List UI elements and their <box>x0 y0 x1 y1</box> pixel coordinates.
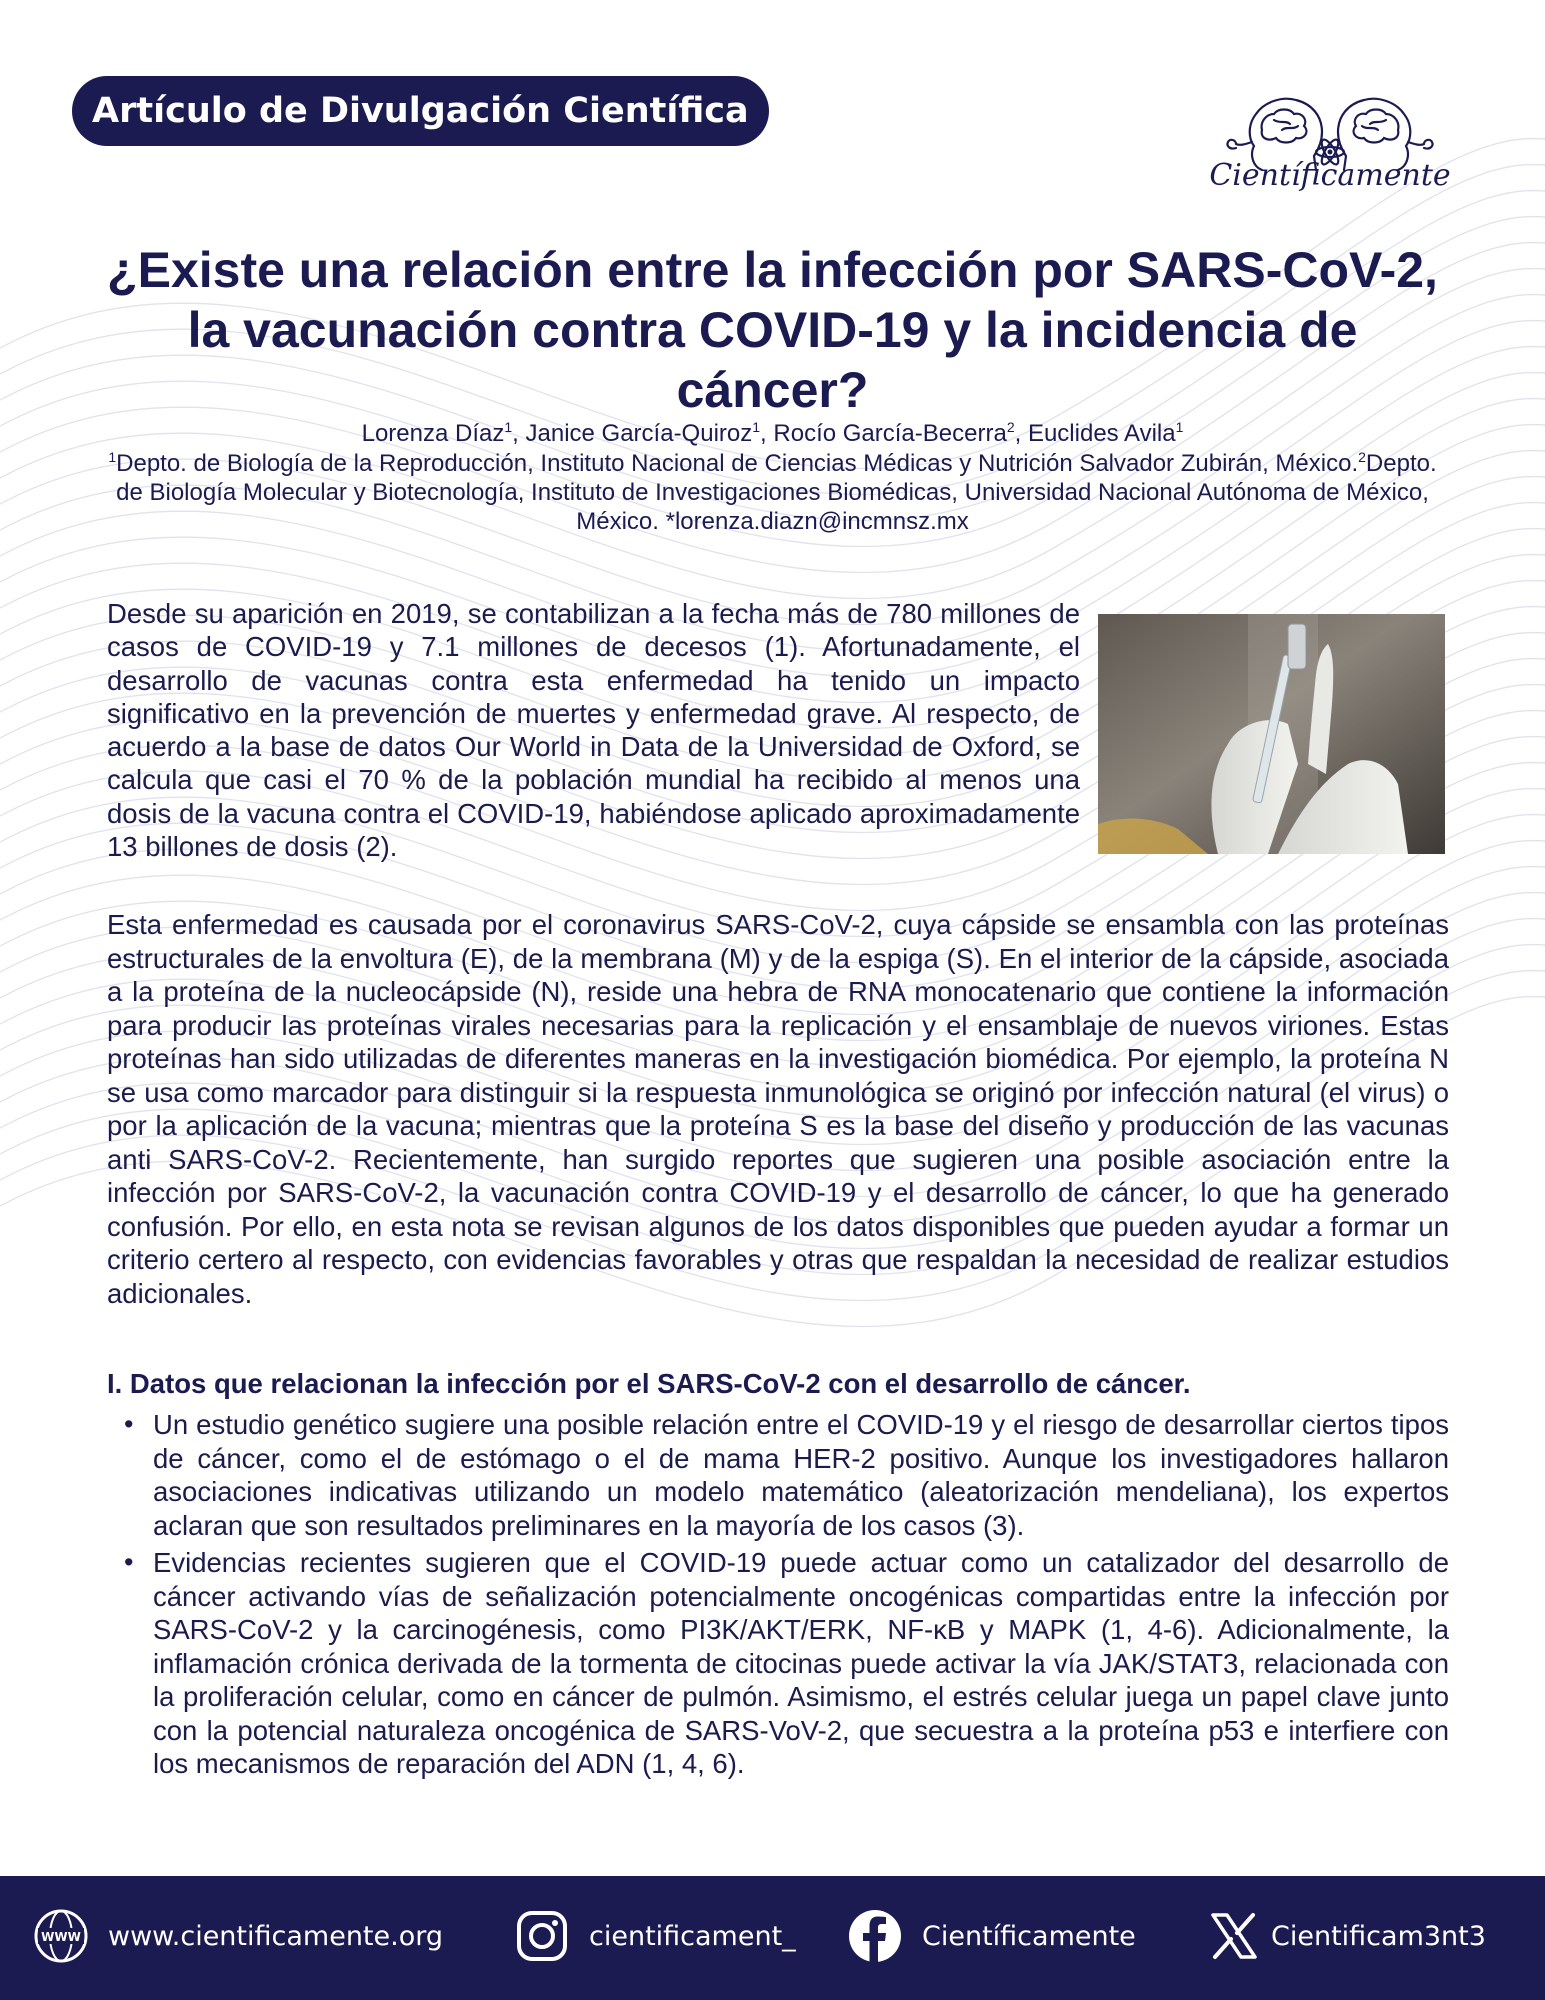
author: Lorenza Díaz <box>361 420 505 447</box>
author-separator: , <box>512 420 519 447</box>
affiliations <box>100 443 1445 536</box>
globe-www-icon <box>32 1907 90 1965</box>
section-heading: I. Datos que relacionan la infección por el SARS-CoV-2 con el desarrollo de cáncer. <box>107 1368 1191 1399</box>
facebook-page[interactable]: Científicamente <box>922 1920 1136 1952</box>
article-type-badge: Artículo de Divulgación Científica <box>72 76 769 146</box>
footer-bar <box>0 1876 1545 2000</box>
instagram-icon <box>513 1907 571 1965</box>
author-affiliation-mark: 1 <box>752 419 761 435</box>
section-bullet-list <box>107 1408 1449 1785</box>
website-link[interactable]: www.cientificamente.org <box>108 1920 443 1952</box>
author-affiliation-mark: 2 <box>1006 419 1015 435</box>
affiliation-mark: 2 <box>1358 449 1366 465</box>
list-item-text: Un estudio genético sugiere una posible relación entre el COVID-19 y el riesgo de desarrollar ciertos tipos de cáncer, como el de estómago o el de mama HER-2 positivo. Aunque los investigadores hallaron asociaciones indicativas utilizando un modelo matemático (aleatorización mendeliana), los expertos aclaran que son resultados preliminares en la mayoría de los casos (3). <box>153 1409 1449 1541</box>
context-paragraph: Esta enfermedad es causada por el coronavirus SARS-CoV-2, cuya cápside se ensambla con las proteínas estructurales de la envoltura (E), de la membrana (M) y de la espiga (S). En el interior de la cápside, asociada a la proteína de la nucleocápside (N), reside una hebra de RNA monocatenario que contiene la información para producir las proteínas virales necesarias para la replicación y el ensamblaje de nuevos viriones. Estas proteínas han sido utilizadas de diferentes maneras en la investigación biomédica. Por ejemplo, la proteína N se usa como marcador para distinguir si la respuesta inmunológica se originó por infección natural (el virus) o por la aplicación de la vacuna; mientras que la proteína S es la base del diseño y producción de las vacunas anti SARS-CoV-2. Recientemente, han surgido reportes que sugieren una posible asociación entre la infección por SARS-CoV-2, la vacunación contra COVID-19 y el desarrollo de cáncer, lo que ha generado confusión. Por ello, en esta nota se revisan algunos de los datos disponibles que pueden ayudar a formar un criterio certero al respecto, con evidencias favorables y otras que respaldan la necesidad de realizar estudios adicionales. <box>107 909 1449 1309</box>
affiliation-mark: 1 <box>108 449 117 465</box>
vaccine-syringe-photo <box>1098 614 1445 854</box>
author-affiliation-mark: 1 <box>1175 419 1184 435</box>
instagram-handle[interactable]: cientificament_ <box>589 1920 796 1952</box>
author: Janice García-Quiroz <box>518 420 753 447</box>
footer-instagram[interactable] <box>513 1906 796 1966</box>
affiliation-1: Depto. de Biología de la Reproducción, Instituto Nacional de Ciencias Médicas y Nutrición Salvador Zubirán, México. <box>116 450 1359 477</box>
author-affiliation-mark: 1 <box>504 419 513 435</box>
x-handle[interactable]: Cientificam3nt3 <box>1271 1920 1486 1952</box>
article-title: ¿Existe una relación entre la infección por SARS-CoV-2, la vacunación contra COVID-19 y la incidencia de cáncer? <box>107 242 1438 418</box>
affiliation-2: Depto. de Biología Molecular y Biotecnología, Instituto de Investigaciones Biomédicas, Universidad Nacional Autónoma de México, México. *lorenza.diazn@incmnsz.mx <box>116 450 1437 535</box>
list-item-text: Evidencias recientes sugieren que el COVID-19 puede actuar como un catalizador del desarrollo de cáncer activando vías de señalización potencialmente oncogénicas compartidas entre la infección por SARS-CoV-2 y la carcinogénesis, como PI3K/AKT/ERK, NF-κB y MAPK (1, 4-6). Adicionalmente, la inflamación crónica derivada de la tormenta de citocinas puede activar la vía JAK/STAT3, relacionada con la proliferación celular, como en cáncer de pulmón. Asimismo, el estrés celular juega un papel clave junto con la potencial naturaleza oncogénica de SARS-VoV-2, que secuestra a la proteína p53 e interfiere con los mecanismos de reparación del ADN (1, 4, 6). <box>153 1547 1449 1779</box>
author: Rocío García-Becerra <box>766 420 1007 447</box>
bullet-glyph: • <box>124 1409 134 1439</box>
bullet-glyph: • <box>124 1547 134 1577</box>
list-item <box>107 1546 1449 1781</box>
list-item <box>107 1408 1449 1542</box>
svg-text:WWW: WWW <box>41 1930 81 1944</box>
intro-paragraph: Desde su aparición en 2019, se contabilizan a la fecha más de 780 millones de casos de COVID-19 y 7.1 millones de decesos (1). Afortunadamente, el desarrollo de vacunas contra esta enfermedad ha tenido un impacto significativo en la prevención de muertes y enfermedad grave. Al respecto, de acuerdo a la base de datos Our World in Data de la Universidad de Oxford, se calcula que casi el 70 % de la población mundial ha recibido al menos una dosis de la vacuna contra el COVID-19, habiéndose aplicado aproximadamente 13 billones de dosis (2). <box>107 598 1080 863</box>
author-separator: , <box>760 420 767 447</box>
author: Euclides Avila <box>1021 420 1176 447</box>
facebook-icon <box>846 1907 904 1965</box>
logo-wordmark: Científicamente <box>1209 158 1451 193</box>
author-separator: , <box>1014 420 1022 447</box>
footer-x[interactable] <box>1205 1906 1486 1966</box>
footer-website[interactable] <box>32 1906 443 1966</box>
x-icon <box>1205 1907 1263 1965</box>
footer-facebook[interactable] <box>846 1906 1136 1966</box>
